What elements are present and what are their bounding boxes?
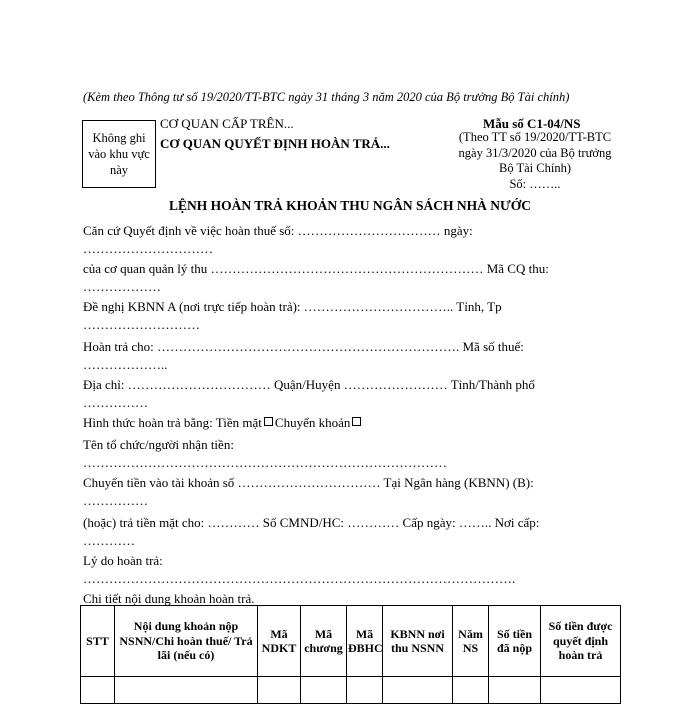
- form-code: Mẫu số C1-04/NS: [483, 116, 581, 131]
- table-cell[interactable]: [347, 677, 383, 704]
- refund-detail-table: [80, 605, 621, 704]
- transfer-account-field: Chuyển tiền vào tài khoản số …………………………… Tại Ngân hàng (KBNN) (B):: [83, 475, 534, 490]
- province-blank: ………………………: [83, 317, 200, 332]
- issue-place-blank: …………: [83, 533, 135, 548]
- treasury-request-field: Đề nghị KBNN A (nơi trực tiếp hoàn trả): …………………………….. Tỉnh, Tp: [83, 299, 502, 314]
- column-header-paid-amount: Số tiền đã nộp: [489, 606, 541, 677]
- decision-date-blank: …………………………: [83, 241, 213, 256]
- payee-name-field: Tên tổ chức/người nhận tiền:: [83, 437, 234, 452]
- city-blank: ……………: [83, 395, 148, 410]
- column-header-refund-amount: Số tiền được quyết định hoàn trả: [541, 606, 621, 677]
- refund-detail-label: Chi tiết nội dung khoản hoàn trả.: [83, 591, 255, 606]
- column-header-ndkt: Mã NDKT: [258, 606, 301, 677]
- refund-method-transfer-label: Chuyển khoản: [274, 415, 351, 430]
- transfer-checkbox[interactable]: [352, 417, 361, 426]
- form-number: Số: ……..: [509, 176, 561, 191]
- column-header-chapter: Mã chương: [301, 606, 347, 677]
- table-cell[interactable]: [453, 677, 489, 704]
- form-basis-line: ngày 31/3/2020 của Bộ trưởng: [458, 145, 612, 160]
- cash-payee-field: (hoặc) trả tiền mặt cho: ………… Số CMND/HC: ………… Cấp ngày: …….. Nơi cấp:: [83, 515, 540, 530]
- table-header-row: [81, 606, 621, 677]
- form-basis-line: (Theo TT số 19/2020/TT-BTC: [458, 130, 612, 144]
- circular-reference-note: (Kèm theo Thông tư số 19/2020/TT-BTC ngày 31 tháng 3 năm 2020 của Bộ trưởng Bộ Tài chính): [83, 90, 570, 104]
- column-header-content: Nội dung khoản nộp NSNN/Chi hoàn thuế/ Trả lãi (nếu có): [115, 606, 258, 677]
- bank-blank: ……………: [83, 493, 148, 508]
- column-header-budget-year: Năm NS: [453, 606, 489, 677]
- tax-authority-code-blank: ………………: [83, 279, 161, 294]
- refund-method-row: [83, 415, 363, 431]
- tax-authority-field: của cơ quan quản lý thu ……………………………………………………… Mã CQ thu:: [83, 261, 549, 276]
- cash-checkbox[interactable]: [264, 417, 273, 426]
- deciding-agency-label: CƠ QUAN QUYẾT ĐỊNH HOÀN TRẢ...: [160, 136, 390, 151]
- table-cell[interactable]: [541, 677, 621, 704]
- tax-code-blank: ………………..: [83, 357, 168, 372]
- parent-agency-label: CƠ QUAN CẤP TRÊN...: [160, 116, 294, 131]
- refund-reason-label: Lý do hoàn trả:: [83, 553, 163, 568]
- table-cell[interactable]: [383, 677, 453, 704]
- refund-reason-blank: ……………………………………………………………………………………….: [83, 571, 516, 586]
- table-cell[interactable]: [258, 677, 301, 704]
- document-title: LỆNH HOÀN TRẢ KHOẢN THU NGÂN SÁCH NHÀ NƯỚC: [168, 198, 532, 213]
- address-field: Địa chỉ: …………………………… Quận/Huyện …………………… Tỉnh/Thành phố: [83, 377, 535, 392]
- refund-method-cash-label: Hình thức hoàn trả bằng: Tiền mặt: [83, 415, 262, 430]
- column-header-stt: STT: [81, 606, 115, 677]
- form-basis-block: [430, 130, 640, 192]
- payee-name-blank: …………………………………………………………………………: [83, 455, 447, 470]
- reserved-area-label: Không ghi vào khu vực này: [88, 131, 150, 177]
- column-header-admin-unit: Mã ĐBHC: [347, 606, 383, 677]
- reserved-area-box: [82, 120, 156, 188]
- table-cell[interactable]: [81, 677, 115, 704]
- table-cell[interactable]: [489, 677, 541, 704]
- decision-reference-field: Căn cứ Quyết định về việc hoàn thuế số: …………………………… ngày:: [83, 223, 473, 238]
- table-cell[interactable]: [301, 677, 347, 704]
- table-cell[interactable]: [115, 677, 258, 704]
- form-basis-line: Bộ Tài Chính): [499, 161, 571, 175]
- table-row: [81, 677, 621, 704]
- column-header-treasury: KBNN nơi thu NSNN: [383, 606, 453, 677]
- refund-recipient-field: Hoàn trả cho: ……………………………………………………………. Mã số thuế:: [83, 339, 524, 354]
